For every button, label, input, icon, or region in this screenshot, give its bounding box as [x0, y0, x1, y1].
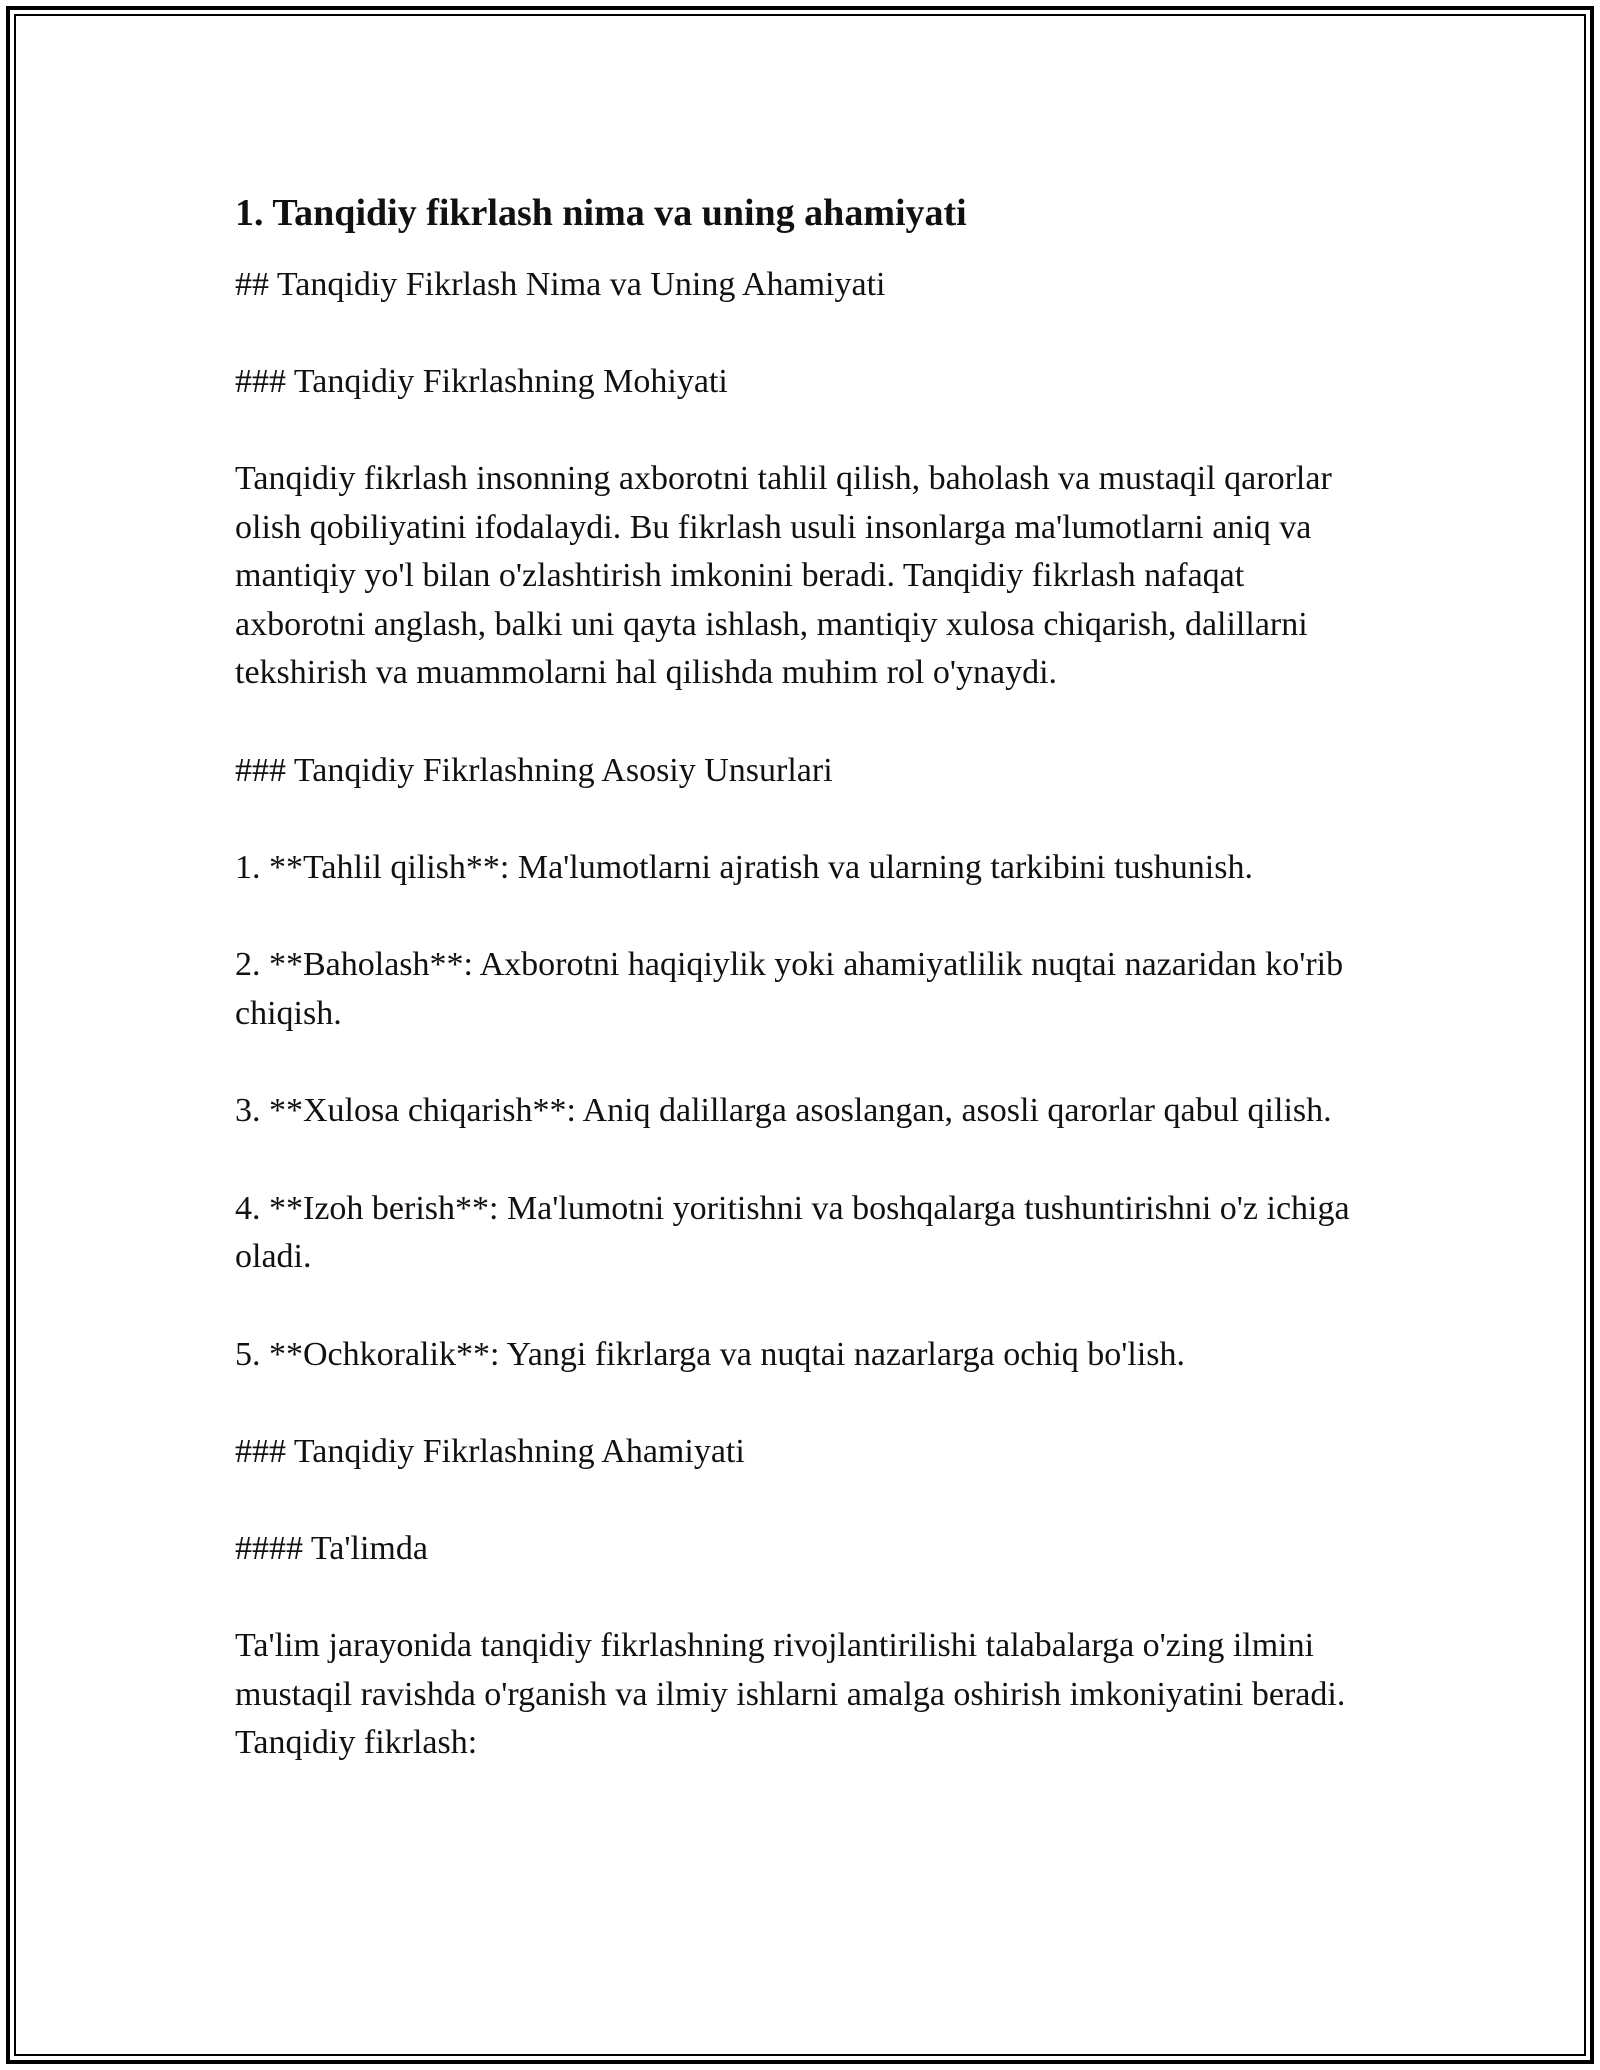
paragraph-talimda: Ta'lim jarayonida tanqidiy fikrlashning rivojlantirilishi talabalarga o'zing ilmini mustaqil ravishda o'rganish va ilmiy ishlarni amalga oshirish imkoniyatini beradi. Tanqidiy fikrlash: [235, 1627, 1346, 1761]
list-item-4: 4. **Izoh berish**: Ma'lumotni yoritishni va boshqalarga tushuntirishni o'z ichiga oladi. [235, 1189, 1350, 1275]
heading-h2: ## Tanqidiy Fikrlash Nima va Uning Ahamiyati [235, 266, 886, 303]
heading-talimda: #### Ta'limda [235, 1530, 428, 1567]
paragraph-mohiyati: Tanqidiy fikrlash insonning axborotni tahlil qilish, baholash va mustaqil qarorlar olish qobiliyatini ifodalaydi. Bu fikrlash usuli insonlarga ma'lumotlarni aniq va mantiqiy yo'l bilan o'zlashtirish imkonini beradi. Tanqidiy fikrlash nafaqat axborotni anglash, balki uni qayta ishlash, mantiqiy xulosa chiqarish, dalillarni tekshirish va muammolarni hal qilishda muhim rol o'ynaydi. [235, 460, 1332, 691]
document-title: 1. Tanqidiy fikrlash nima va uning ahamiyati [235, 192, 967, 234]
list-item-1: 1. **Tahlil qilish**: Ma'lumotlarni ajratish va ularning tarkibini tushunish. [235, 848, 1253, 886]
list-item-3: 3. **Xulosa chiqarish**: Aniq dalillarga asoslangan, asosli qarorlar qabul qilish. [235, 1092, 1332, 1129]
heading-mohiyati: ### Tanqidiy Fikrlashning Mohiyati [235, 363, 728, 400]
list-item-5: 5. **Ochkoralik**: Yangi fikrlarga va nuqtai nazarlarga ochiq bo'lish. [235, 1335, 1186, 1373]
heading-unsurlari: ### Tanqidiy Fikrlashning Asosiy Unsurlari [235, 751, 833, 789]
list-item-2: 2. **Baholash**: Axborotni haqiqiylik yoki ahamiyatlilik nuqtai nazaridan ko'rib chiqish. [235, 946, 1344, 1032]
heading-ahamiyati: ### Tanqidiy Fikrlashning Ahamiyati [235, 1433, 745, 1470]
document-body [235, 185, 1365, 1817]
